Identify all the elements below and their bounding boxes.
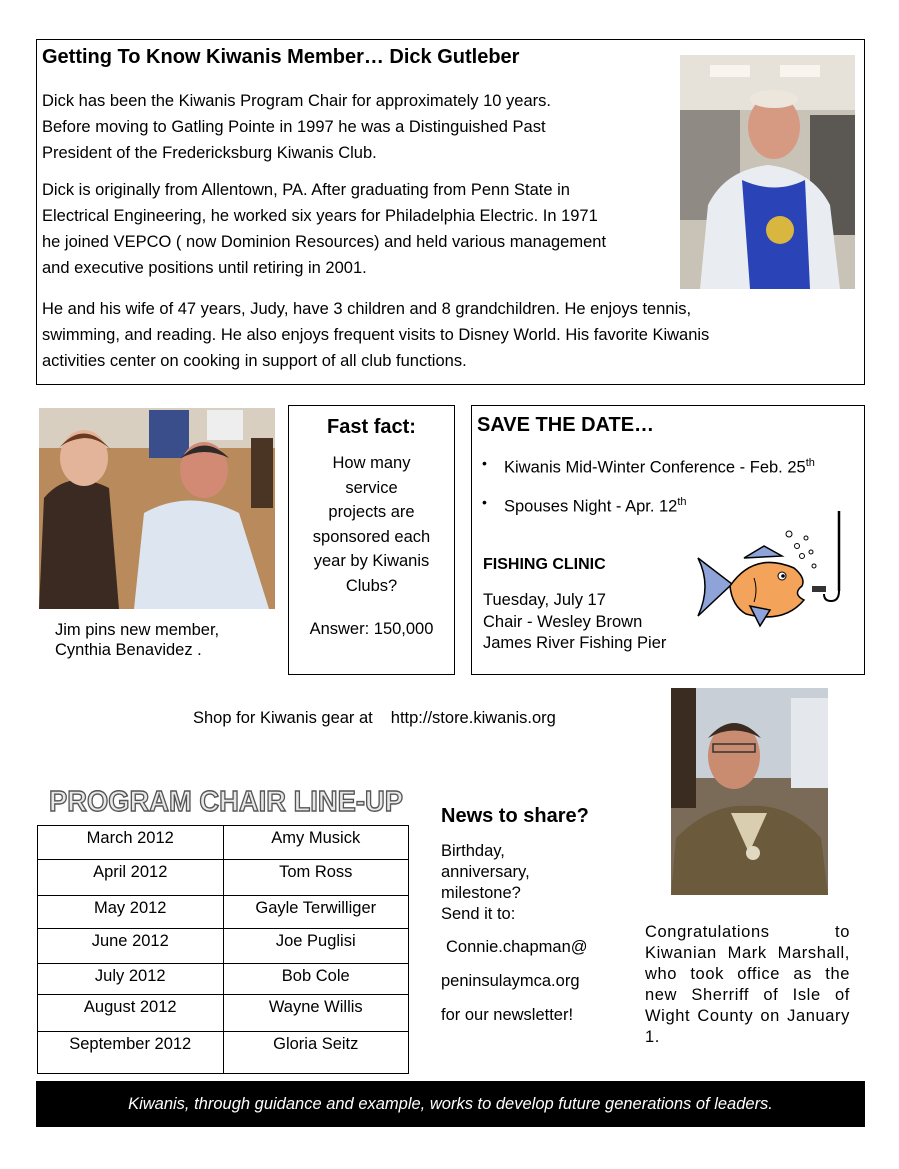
text-line: he joined VEPCO ( now Dominion Resources) and held various management [42,233,607,251]
month-cell: July 2012 [38,964,224,995]
chair-cell: Tom Ross [223,860,409,896]
caption-line: Cynthia Benavidez . [55,641,202,659]
table-row [38,995,409,1032]
save-the-date-title: SAVE THE DATE… [477,414,655,436]
month-cell: May 2012 [38,896,224,929]
save-the-date-box [471,405,865,675]
table-row [38,929,409,964]
fast-fact-answer: Answer: 150,000 [309,620,434,638]
table-row [38,964,409,995]
member-portrait-photo [680,55,855,289]
table-row [38,1032,409,1074]
text-line: He and his wife of 47 years, Judy, have 3 children and 8 grandchildren. He enjoys tennis, [42,300,692,318]
news-line: anniversary, [441,863,530,881]
shop-label: Shop for Kiwanis gear at [193,709,373,727]
event-text: Kiwanis Mid-Winter Conference - Feb. 25 [504,458,806,477]
caption-line: Jim pins new member, [55,621,220,639]
news-to-share [441,805,589,1026]
month-cell: March 2012 [38,826,224,860]
profile-title: Getting To Know Kiwanis Member… Dick Gutleber [42,46,520,68]
profile-paragraph-1 [42,88,551,166]
profile-paragraph-2 [42,177,606,281]
table-row [38,860,409,896]
program-chair-table [37,825,409,1074]
chair-cell: Bob Cole [223,964,409,995]
news-email-part2[interactable]: peninsulaymca.org [441,972,580,990]
text-line: swimming, and reading. He also enjoys frequent visits to Disney World. His favorite Kiwanis [42,326,710,344]
news-email-part1[interactable]: Connie.chapman@ [446,938,588,956]
text-line: activities center on cooking in support of all club functions. [42,352,467,370]
table-row [38,896,409,929]
clinic-line: Chair - Wesley Brown [483,612,643,631]
news-line: Send it to: [441,905,516,923]
chair-cell: Wayne Willis [223,995,409,1032]
text-line: Before moving to Gatling Pointe in 1997 he was a Distinguished Past [42,118,546,136]
chair-cell: Gloria Seitz [223,1032,409,1074]
footer-tagline-bar [36,1081,865,1127]
event-text: Spouses Night - Apr. 12 [504,497,678,515]
fast-fact-question [301,451,442,598]
event-suffix: th [805,457,815,469]
news-title: News to share? [441,805,589,827]
month-cell: August 2012 [38,995,224,1032]
news-closing: for our newsletter! [441,1006,574,1024]
text-line: Dick has been the Kiwanis Program Chair for approximately 10 years. [42,92,551,110]
event-item [482,446,815,485]
question-line: projects are [328,503,415,521]
text-line: and executive positions until retiring in 2001. [42,259,367,277]
month-cell: June 2012 [38,929,224,964]
question-line: year by Kiwanis [313,552,430,570]
chair-cell: Amy Musick [223,826,409,860]
news-line: Birthday, [441,842,505,860]
fast-fact-box [288,405,455,675]
footer-tagline: Kiwanis, through guidance and example, works to develop future generations of leaders. [128,1095,773,1113]
event-suffix: th [677,495,687,508]
text-line: Dick is originally from Allentown, PA. After graduating from Penn State in [42,181,570,199]
fishing-clinic-title: FISHING CLINIC [483,556,606,573]
month-cell: April 2012 [38,860,224,896]
news-line: milestone? [441,884,521,902]
clinic-line: Tuesday, July 17 [483,591,606,609]
lineup-title-text: PROGRAM CHAIR LINE-UP [49,786,403,818]
chair-cell: Joe Puglisi [223,929,409,964]
congrats-text: Congratulations to Kiwanian Mark Marshall, who took office as the new Sherriff of Isle of Wight County on January 1. [645,923,850,1046]
question-line: How many [332,454,411,472]
shop-url-link[interactable]: http://store.kiwanis.org [390,709,556,727]
question-line: sponsored each [312,527,431,546]
pin-ceremony-photo [39,408,275,609]
pin-photo-caption [55,620,219,660]
fish-clipart-icon [694,506,854,636]
table-row [38,826,409,860]
lineup-title [45,778,407,820]
text-line: President of the Fredericksburg Kiwanis Club. [42,144,377,162]
sheriff-photo [671,688,828,895]
chair-cell: Gayle Terwilliger [223,896,409,929]
clinic-line: James River Fishing Pier [483,634,667,652]
profile-paragraph-3 [42,296,709,374]
text-line: Electrical Engineering, he worked six years for Philadelphia Electric. In 1971 [42,207,598,225]
question-line: service [345,478,398,497]
fast-fact-title: Fast fact: [327,416,416,438]
question-line: Clubs? [345,576,398,595]
fishing-clinic-details [483,590,666,655]
member-profile-box [36,39,865,385]
month-cell: September 2012 [38,1032,224,1074]
shop-line [193,709,556,728]
